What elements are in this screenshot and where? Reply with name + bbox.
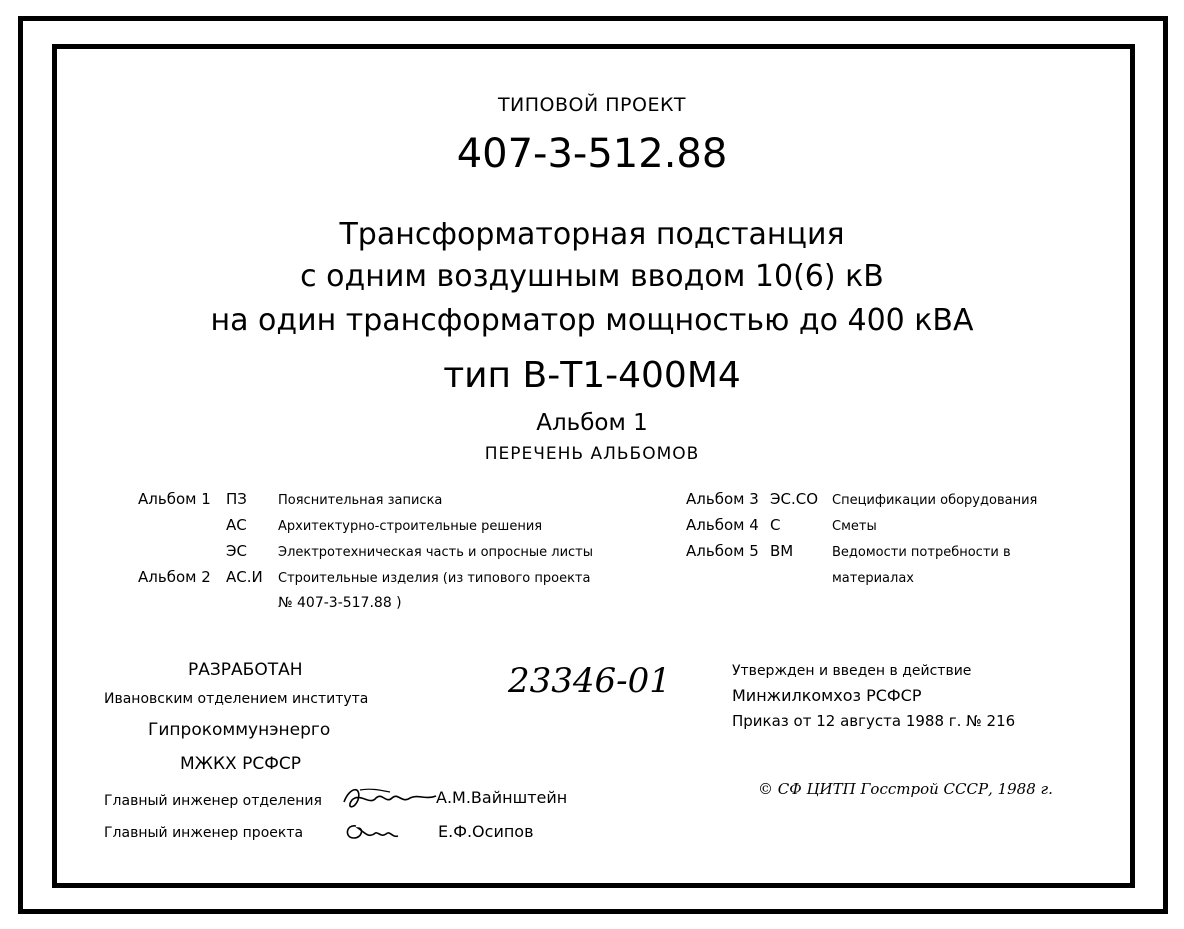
title-line-2: с одним воздушным вводом 10(6) кВ xyxy=(300,259,884,294)
left-album-1c-code: ЭС xyxy=(226,542,247,560)
right-album-3-desc: Спецификации оборудования xyxy=(832,493,1038,508)
left-album-2-label: Альбом 2 xyxy=(138,568,211,586)
stamp-number: 23346-01 xyxy=(508,661,671,701)
right-album-5-desc: Ведомости потребности в xyxy=(832,545,1011,560)
approval-line-3: Приказ от 12 августа 1988 г. № 216 xyxy=(732,712,1016,730)
left-album-2-desc-cont: № 407-3-517.88 ) xyxy=(278,595,402,611)
signature-chief-dept-image xyxy=(340,782,440,814)
left-album-1c-desc: Электротехническая часть и опросные листы xyxy=(278,545,594,560)
title-line-3: на один трансформатор мощностью до 400 кВА xyxy=(210,303,974,338)
type-line: тип В-Т1-400М4 xyxy=(443,355,741,396)
left-album-2-code: АС.И xyxy=(226,568,263,586)
right-album-4-desc: Сметы xyxy=(832,519,877,534)
developer-label: РАЗРАБОТАН xyxy=(188,660,303,680)
right-album-5-desc-cont: материалах xyxy=(832,571,914,586)
album-title: Альбом 1 xyxy=(536,410,648,436)
signature-chief-proj-image xyxy=(342,818,402,844)
developer-line-1: Ивановским отделением института xyxy=(104,691,369,707)
chief-dept-label: Главный инженер отделения xyxy=(104,793,322,809)
chief-proj-label: Главный инженер проекта xyxy=(104,825,304,841)
albums-list-heading: ПЕРЕЧЕНЬ АЛЬБОМОВ xyxy=(484,444,700,464)
developer-line-2: Гипрокоммунэнерго xyxy=(148,720,331,740)
project-number: 407-3-512.88 xyxy=(456,131,728,177)
left-album-1b-desc: Архитектурно-строительные решения xyxy=(278,519,543,534)
title-line-1: Трансформаторная подстанция xyxy=(339,217,845,252)
approval-line-1: Утвержден и введен в действие xyxy=(732,663,972,679)
right-album-4-label: Альбом 4 xyxy=(686,516,759,534)
copyright: © СФ ЦИТП Госстрой СССР, 1988 г. xyxy=(758,780,1053,798)
chief-proj-name: Е.Ф.Осипов xyxy=(438,822,534,841)
developer-line-3: МЖКХ РСФСР xyxy=(180,754,301,774)
approval-line-2: Минжилкомхоз РСФСР xyxy=(732,686,922,705)
left-album-1-code: ПЗ xyxy=(226,490,247,508)
left-album-1b-code: АС xyxy=(226,516,247,534)
left-album-1-label: Альбом 1 xyxy=(138,490,211,508)
chief-dept-name: А.М.Вайнштейн xyxy=(436,788,568,807)
right-album-5-label: Альбом 5 xyxy=(686,542,759,560)
right-album-3-code: ЭС.СО xyxy=(770,490,818,508)
left-album-2-desc: Строительные изделия (из типового проекта xyxy=(278,571,591,586)
right-album-3-label: Альбом 3 xyxy=(686,490,759,508)
left-album-1-desc: Пояснительная записка xyxy=(278,493,443,508)
right-album-4-code: С xyxy=(770,516,781,534)
doc-type: ТИПОВОЙ ПРОЕКТ xyxy=(497,94,687,116)
right-album-5-code: ВМ xyxy=(770,542,794,560)
